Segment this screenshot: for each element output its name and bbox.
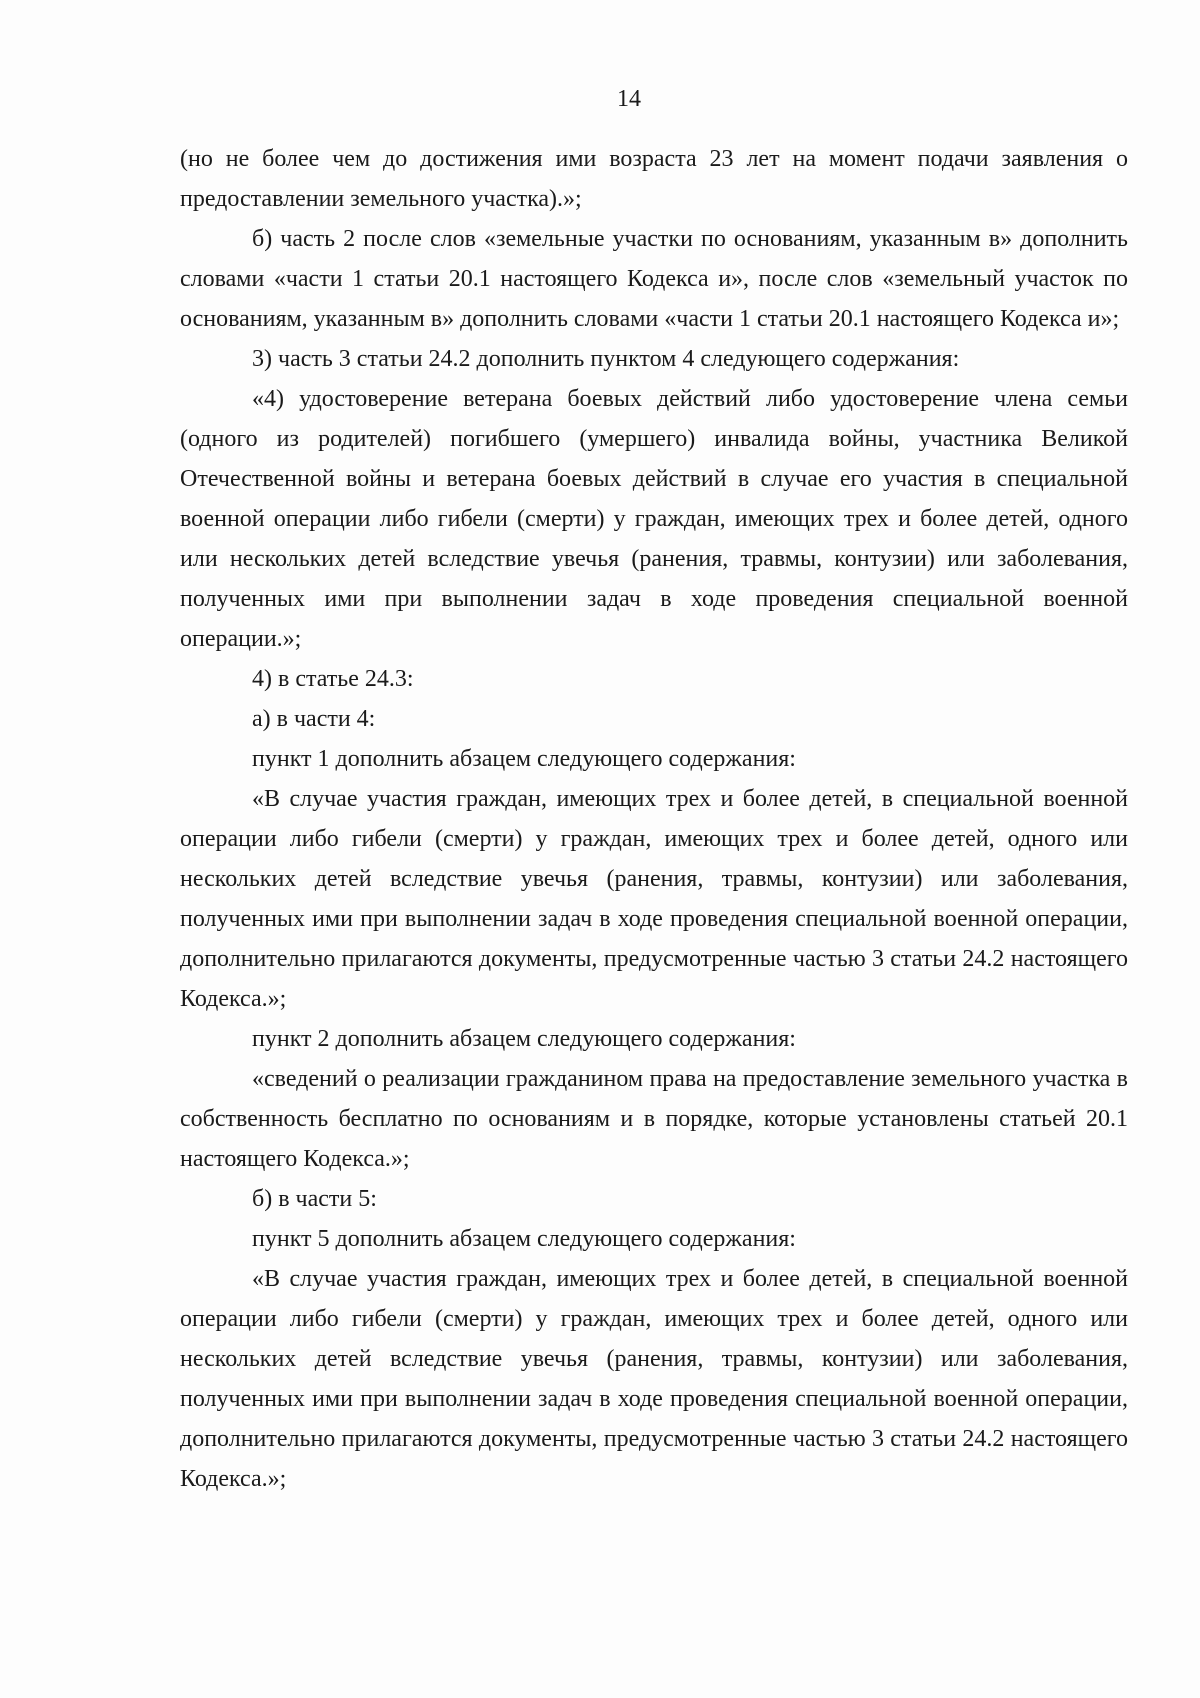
document-body (180, 139, 1128, 1499)
paragraph-article-24-2: 3) часть 3 статьи 24.2 дополнить пунктом 4 следующего содержания: (252, 346, 960, 372)
paragraph-item-5-content: «В случае участия граждан, имеющих трех и более детей, в специальной военной операции либо гибели (смерти) у граждан, имеющих трех и более детей, одного или нескольких детей вследствие увечья (ранения, травмы, контузии) или заболевания, полученных ими при выполнении задач в ходе проведения специальной военной операции, дополнительно прилагаются документы, предусмотренные частью 3 статьи 24.2 настоящего Кодекса.»; (180, 1266, 1128, 1492)
paragraph-item-2-content: «сведений о реализации гражданином права на предоставление земельного участка в собственность бесплатно по основаниям и в порядке, которые установлены статьей 20.1 настоящего Кодекса.»; (180, 1066, 1128, 1172)
paragraph-item-5-intro: пункт 5 дополнить абзацем следующего содержания: (252, 1226, 796, 1252)
paragraph-article-24-3: 4) в статье 24.3: (252, 666, 414, 692)
paragraph-item-4-certificate: «4) удостоверение ветерана боевых действий либо удостоверение члена семьи (одного из родителей) погибшего (умершего) инвалида войны, участника Великой Отечественной войны и ветерана боевых действий в случае его участия в специальной военной операции либо гибели (смерти) у граждан, имеющих трех и более детей, одного или нескольких детей вследствие увечья (ранения, травмы, контузии) или заболевания, полученных ими при выполнении задач в ходе проведения специальной военной операции.»; (180, 386, 1128, 652)
paragraph-item-2-intro: пункт 2 дополнить абзацем следующего содержания: (252, 1026, 796, 1052)
page-number: 14 (617, 86, 641, 112)
paragraph-item-1-intro: пункт 1 дополнить абзацем следующего содержания: (252, 746, 796, 772)
paragraph-continuation: (но не более чем до достижения ими возраста 23 лет на момент подачи заявления о предоставлении земельного участка).»; (180, 146, 1128, 212)
paragraph-item-1-content: «В случае участия граждан, имеющих трех и более детей, в специальной военной операции либо гибели (смерти) у граждан, имеющих трех и более детей, одного или нескольких детей вследствие увечья (ранения, травмы, контузии) или заболевания, полученных ими при выполнении задач в ходе проведения специальной военной операции, дополнительно прилагаются документы, предусмотренные частью 3 статьи 24.2 настоящего Кодекса.»; (180, 786, 1128, 1012)
paragraph-part-5: б) в части 5: (252, 1186, 377, 1212)
paragraph-part-2-amendment: б) часть 2 после слов «земельные участки по основаниям, указанным в» дополнить словами «части 1 статьи 20.1 настоящего Кодекса и», после слов «земельный участок по основаниям, указанным в» дополнить словами «части 1 статьи 20.1 настоящего Кодекса и»; (180, 226, 1128, 332)
paragraph-part-4: а) в части 4: (252, 706, 376, 732)
